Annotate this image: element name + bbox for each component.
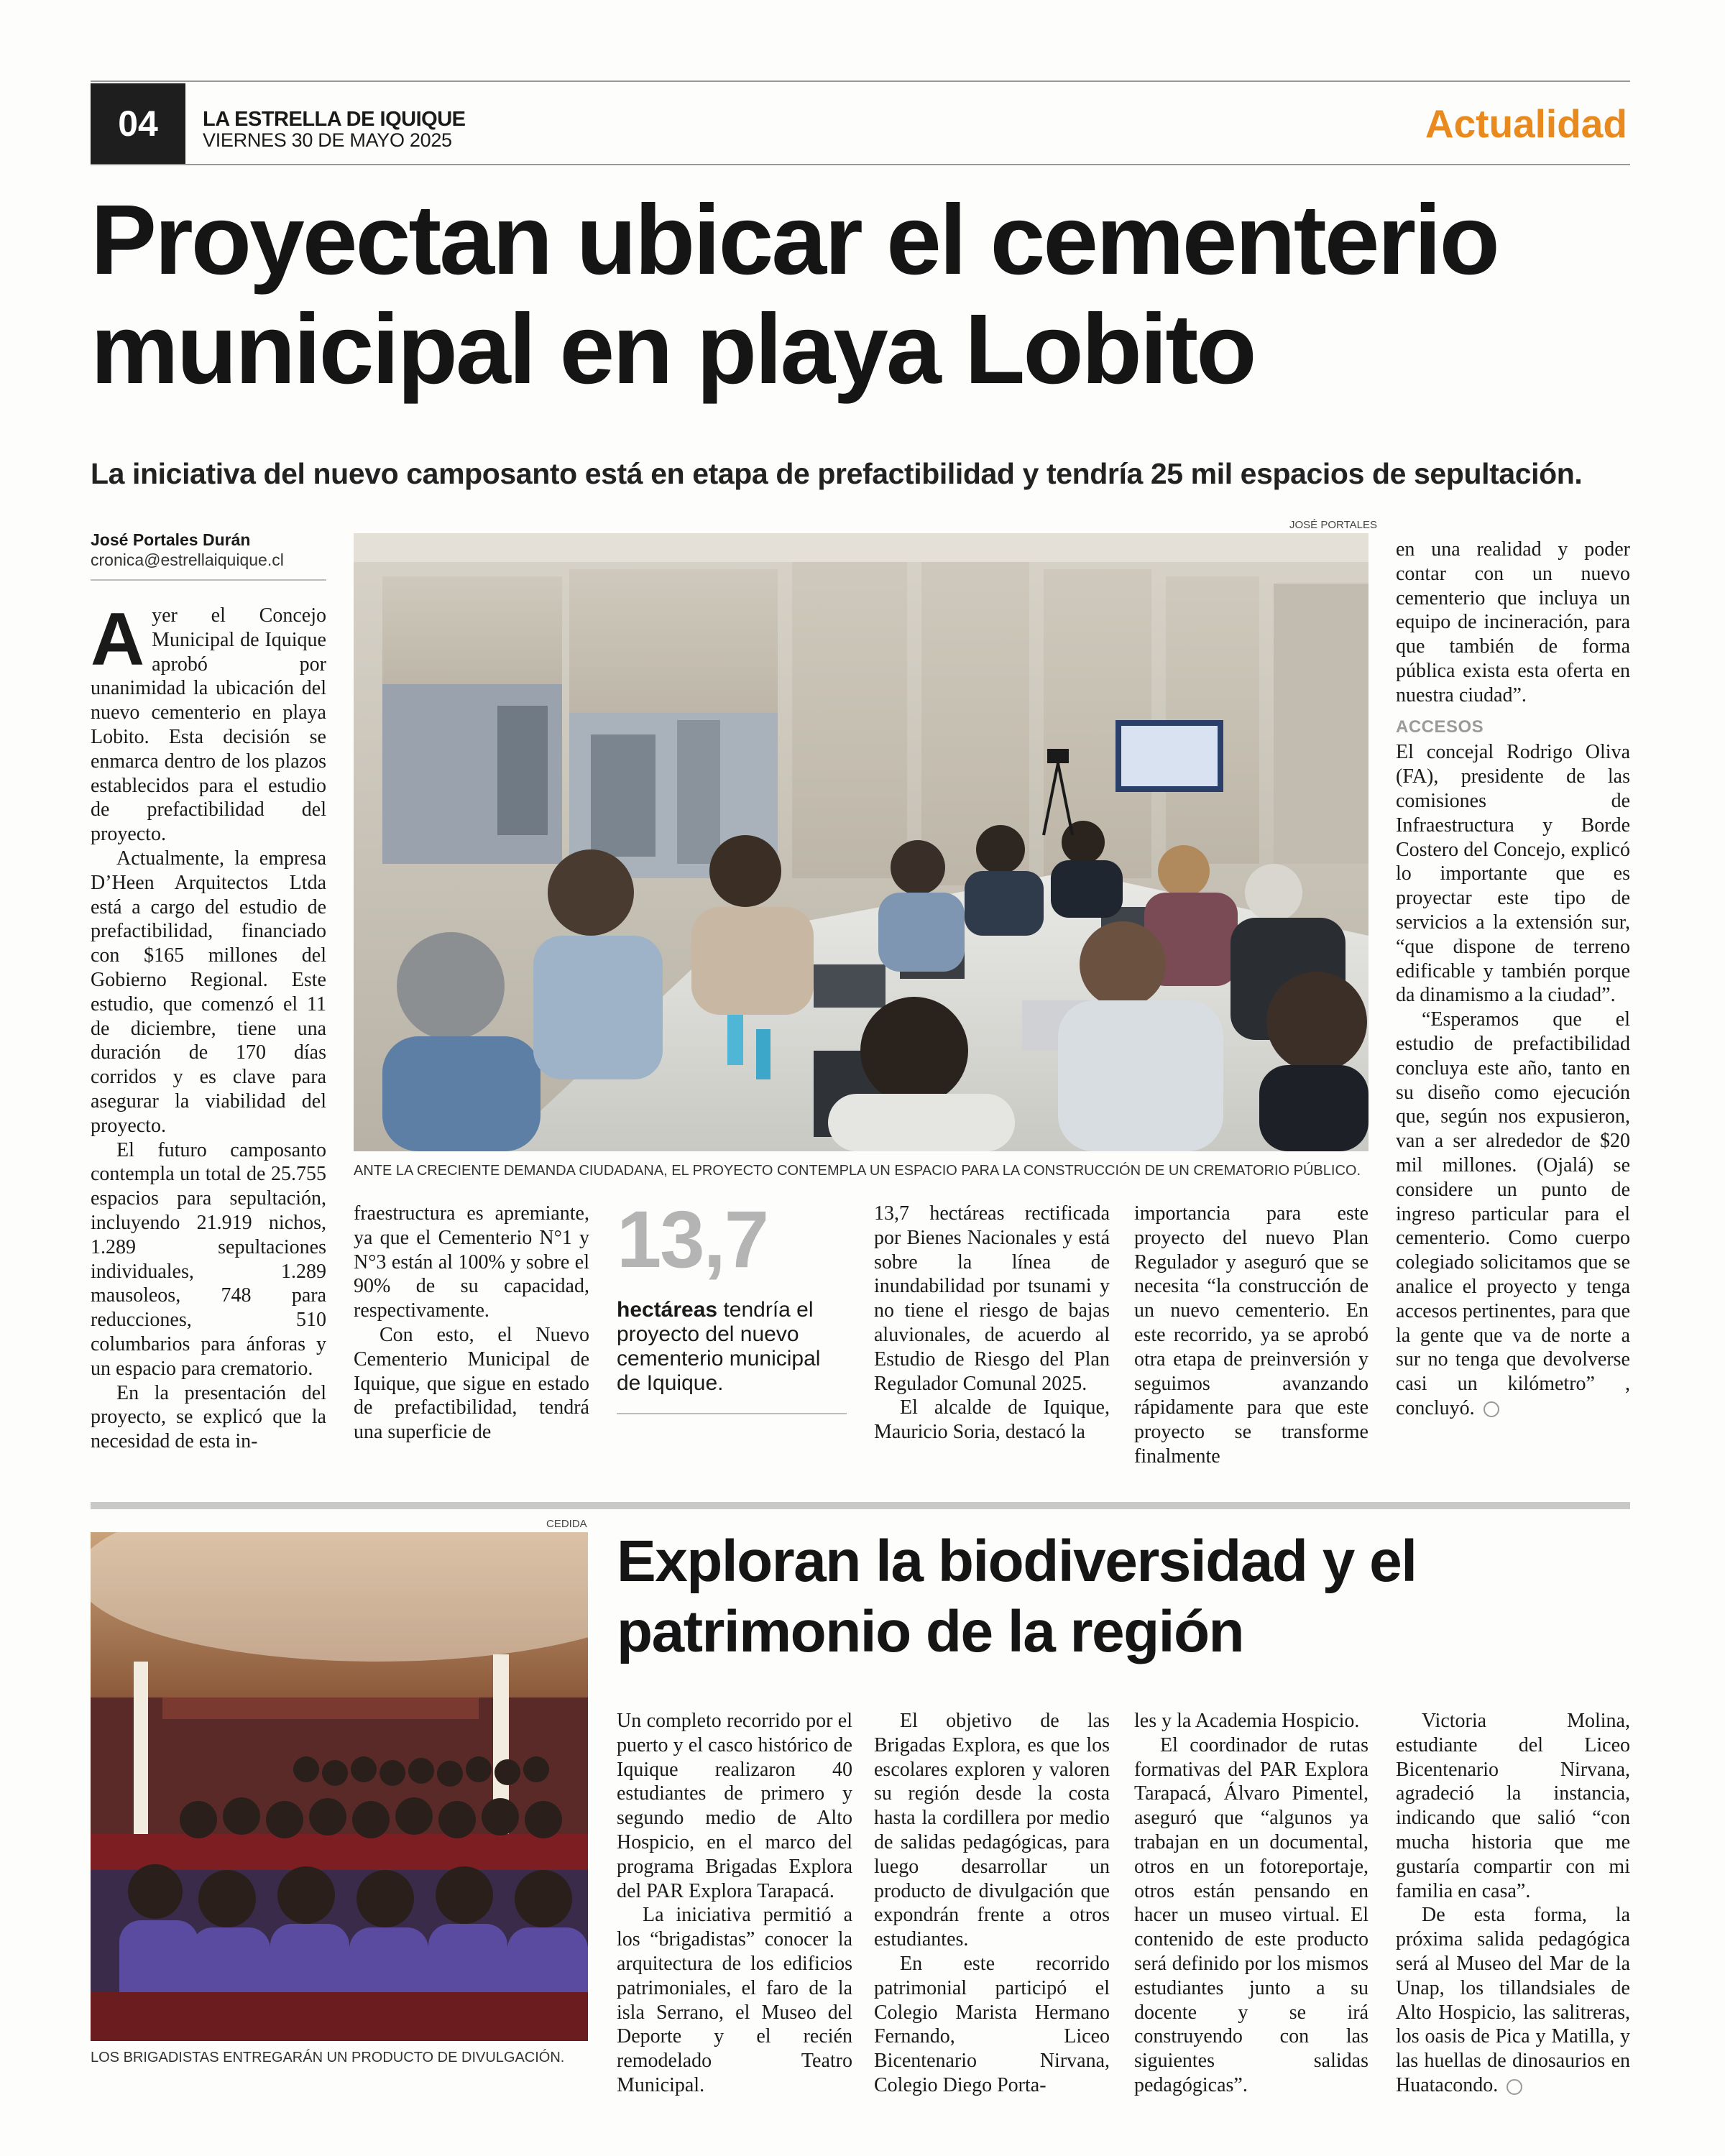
article2-column-4: [1396, 1709, 1630, 2098]
article1-col4-p1: 13,7 hectáreas rectificada por Bienes Nacionales y está sobre la línea de inundabilidad por tsunami y no tiene el riesgo de bajas aluvionales, de acuerdo al Estudio de Riesgo del Plan Regulador Comunal 2025.: [874, 1202, 1110, 1395]
newspaper-name: LA ESTRELLA DE IQUIQUE: [203, 108, 466, 131]
article1-column-5: [1134, 1202, 1368, 1469]
article1-col2-p2: Con esto, el Nuevo Cementerio Municipal de Iquique, que sigue en estado de prefactibilidad, tendrá una superficie de: [354, 1323, 589, 1444]
photo-caption: ANTE LA CRECIENTE DEMANDA CIUDADANA, EL PROYECTO CONTEMPLA UN ESPACIO PARA LA CONSTRUCCIÓN DE UN CREMATORIO PÚBLICO.: [354, 1163, 1361, 1179]
top-rule: [91, 80, 1630, 82]
article2-column-1: [617, 1709, 852, 2098]
article2-column-3: [1134, 1709, 1368, 2098]
stat-description: [617, 1298, 847, 1396]
byline-rule: [91, 579, 326, 581]
article1-col6-p3: “Esperamos que el estudio de prefactibilidad concluya este año, tanto en su diseño como ejecución que, según nos expusieron, van a ser alrededor de $20 mil millones. (Ojalá) se considere un punto de ingreso particular para el cementerio. Como cuerpo colegiado solicitamos que se analice el proyecto y tenga accesos pertinentes, para que la gente que va de norte a sur no tenga que devolverse casi un kilómetro” , concluyó.: [1396, 1008, 1630, 1419]
photo2-caption: LOS BRIGADISTAS ENTREGARÁN UN PRODUCTO DE DIVULGACIÓN.: [91, 2050, 565, 2065]
article1-col1-p4: En la presentación del proyecto, se explicó que la necesidad de esta in-: [91, 1381, 326, 1453]
article-divider: [91, 1502, 1630, 1509]
article1-col2-p1: fraestructura es apremiante, ya que el Cementerio N°1 y N°3 están al 100% y sobre el 90% de su capacidad, respectivamente.: [354, 1202, 589, 1322]
article1-column-6: [1396, 538, 1630, 1421]
main-subheadline: La iniciativa del nuevo camposanto está en etapa de prefactibilidad y tendría 25 mil espacios de sepultación.: [91, 457, 1583, 490]
byline-email: cronica@estrellaiquique.cl: [91, 550, 284, 569]
article2-column-2: [874, 1709, 1110, 2098]
stat-rule: [617, 1413, 847, 1414]
article1-column-1: [91, 598, 326, 1454]
section-label: Actualidad: [1425, 101, 1627, 146]
article2-col1-p2: La iniciativa permitió a los “brigadistas” conocer la arquitectura de los edificios patrimoniales, el faro de la isla Serrano, el Museo del Deporte y el recién remodelado Teatro Municipal.: [617, 1904, 852, 2096]
end-of-article-icon: [1506, 2079, 1522, 2095]
students-photo-illustration: [91, 1532, 588, 2041]
article2-col2-p1: El objetivo de las Brigadas Explora, es que los escolares exploren y valoren su región desde la costa hasta la cordillera por medio de salidas pedagógicas, para luego desarrollar un producto de divulgación que expondrán frente a otros estudiantes.: [874, 1710, 1110, 1951]
secondary-headline: Exploran la biodiversidad y el patrimonio de la región: [617, 1529, 1417, 1664]
byline-name: José Portales Durán: [91, 530, 251, 549]
main-headline: Proyectan ubicar el cementerio municipal en playa Lobito: [91, 185, 1498, 405]
stat-unit: hectáreas: [617, 1298, 718, 1322]
article1-column-2: [354, 1202, 589, 1445]
drop-cap: A: [91, 598, 145, 681]
article2-col4-p1: Victoria Molina, estudiante del Liceo Bicentenario Nirvana, agradeció la instancia, indicando que salió “con mucha historia que me gustaría compartir con mi familia en casa”.: [1396, 1710, 1630, 1902]
page-number: 04: [91, 83, 185, 164]
article1-col1-p3: El futuro camposanto contempla un total de 25.755 espacios para sepultación, incluyendo 21.919 nichos, 1.289 sepultaciones individuales, 1.289 mausoleos, 748 para reducciones, 510 columbarios para ánforas y un espacio para crematorio.: [91, 1138, 326, 1380]
article2-col3-p2: El coordinador de rutas formativas del PAR Explora Tarapacá, Álvaro Pimentel, aseguró que “algunos ya trabajan en un documental, otros en un fotoreportaje, otros están pensando en hacer un museo virtual. El contenido de este producto será definido por los mismos estudiantes junto a su docente y se irá construyendo con las siguientes salidas pedagógicas”.: [1134, 1733, 1368, 2096]
article2-col4-p2: De esta forma, la próxima salida pedagógica será al Museo del Mar de la Unap, los tillandsiales de Alto Hospicio, las salitreras, los oasis de Pica y Matilla, y las huellas de dinosaurios en Huatacondo.: [1396, 1904, 1630, 2096]
meeting-photo: [354, 533, 1368, 1151]
article2-col1-p1: Un completo recorrido por el puerto y el casco histórico de Iquique realizaron 40 estudiantes de primero y segundo medio de Alto Hospicio, en el marco del programa Brigadas Explora del PAR Explora Tarapacá.: [617, 1710, 852, 1902]
article1-col1-p1: yer el Concejo Municipal de Iquique aprobó por unanimidad la ubicación del nuevo cementerio en playa Lobito. Esta decisión se enmarca dentro de los plazos establecidos para el estudio de prefactibilidad del proyecto.: [91, 604, 326, 846]
stat-text: tendría el proyecto del nuevo cementerio municipal de Iquique.: [617, 1298, 821, 1395]
meeting-photo-illustration: [354, 533, 1368, 1151]
stat-number: 13,7: [617, 1194, 768, 1284]
students-theater-photo: [91, 1532, 588, 2041]
article2-col2-p2: En este recorrido patrimonial participó el Colegio Marista Hermano Fernando, Liceo Bicentenario Nirvana, Colegio Diego Porta-: [874, 1952, 1110, 2096]
section-subhead-accesos: ACCESOS: [1396, 717, 1484, 737]
photo2-credit: CEDIDA: [546, 1518, 587, 1530]
article1-col6-p1: en una realidad y poder contar con un nuevo cementerio que incluya un equipo de incineración, para que también de forma pública exista esta oferta en nuestra ciudad”.: [1396, 538, 1630, 706]
article1-col5-p1: importancia para este proyecto del nuevo Plan Regulador y aseguró que se necesita “la construcción de un nuevo cementerio. En este recorrido, ya se aprobó otra etapa de preinversión y seguimos avanzando rápidamente para que este proyecto se transforme finalmente: [1134, 1202, 1368, 1468]
article1-column-4: [874, 1202, 1110, 1445]
issue-date: VIERNES 30 DE MAYO 2025: [203, 129, 452, 151]
article1-col6-p2: El concejal Rodrigo Oliva (FA), presidente de las comisiones de Infraestructura y Borde Costero del Concejo, explicó lo importante que es proyectar este tipo de servicios a la extensión sur, “que dispone de terreno edificable y también porque da dinamismo a la ciudad”.: [1396, 741, 1630, 1007]
article1-col1-p2: Actualmente, la empresa D’Heen Arquitectos Ltda está a cargo del estudio de prefactibilidad, financiado con $165 millones del Gobierno Regional. Este estudio, que comenzó el 11 de diciembre, tiene una duración de 170 días corridos y es clave para asegurar la viabilidad del proyecto.: [91, 847, 326, 1137]
header-rule: [91, 164, 1630, 165]
end-of-article-icon: [1484, 1401, 1499, 1417]
article1-col4-p2: El alcalde de Iquique, Mauricio Soria, destacó la: [874, 1396, 1110, 1444]
article2-col3-p1: les y la Academia Hospicio.: [1134, 1710, 1360, 1732]
photo-credit: JOSÉ PORTALES: [1289, 519, 1377, 531]
